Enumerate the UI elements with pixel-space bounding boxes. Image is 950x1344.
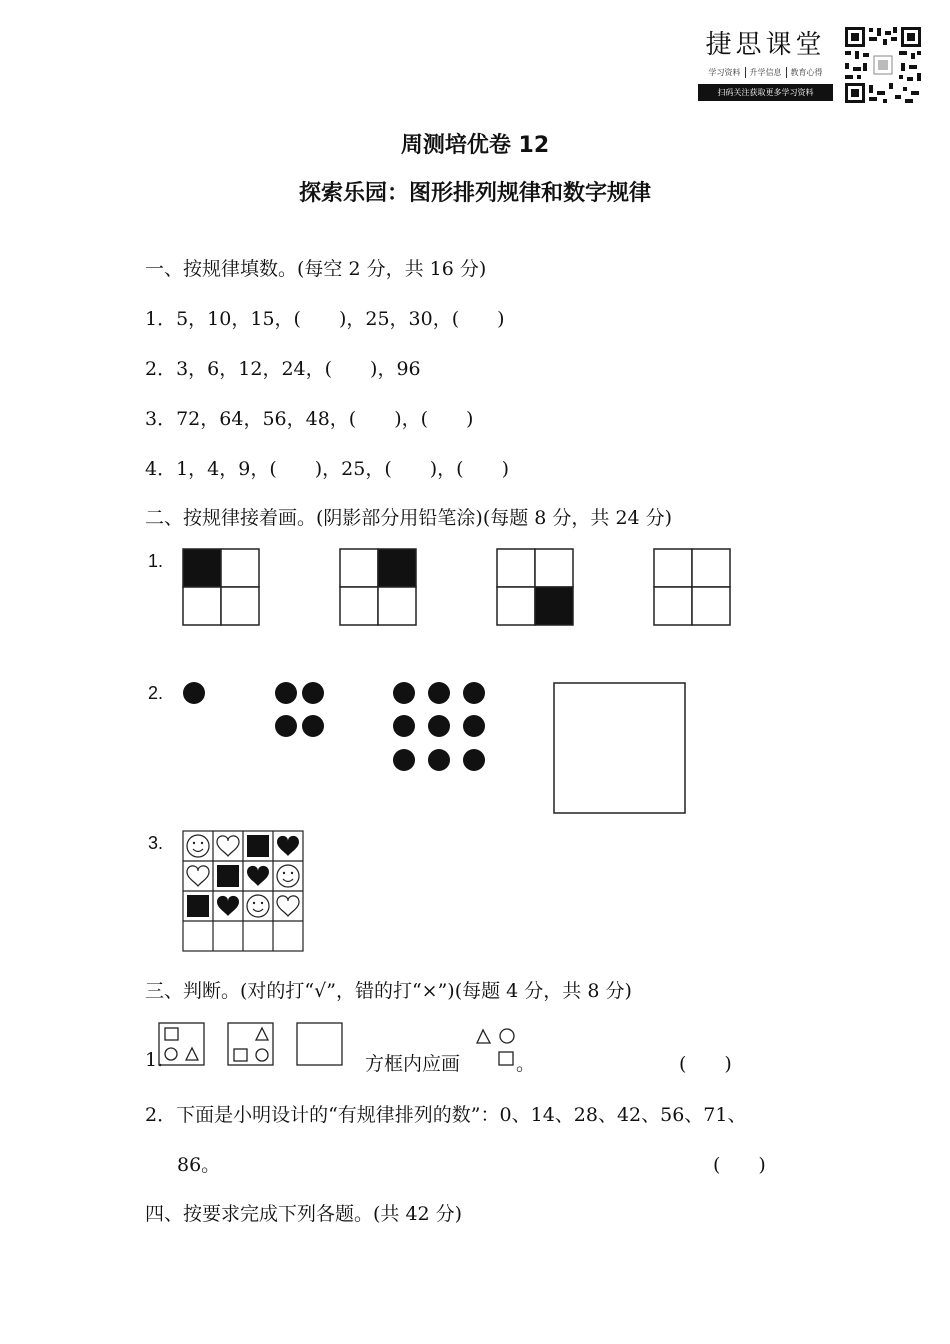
- answer-box: [554, 683, 685, 813]
- grid-step-2: [340, 549, 416, 625]
- pattern-1-label: 1.: [148, 551, 164, 571]
- pattern-2-label: 2.: [148, 683, 164, 703]
- page-title: 周测培优卷 12: [400, 133, 550, 158]
- brand-slogan: 扫码关注获取更多学习资料: [698, 84, 833, 101]
- circle-icon: [500, 1029, 514, 1043]
- dot: [393, 749, 415, 771]
- square-icon: [499, 1052, 513, 1065]
- section2-heading: 二、按规律接着画。(阴影部分用铅笔涂)(每题 8 分，共 24 分): [145, 507, 673, 529]
- square-icon: [165, 1028, 178, 1040]
- brand-tag: 升学信息: [746, 67, 787, 78]
- triangle-icon: [256, 1028, 268, 1040]
- dot: [275, 715, 297, 737]
- judgment-figures: [158, 1020, 348, 1070]
- brand-tags: [698, 67, 833, 78]
- brand-block: [698, 24, 833, 101]
- square-icon: [234, 1049, 247, 1061]
- section3-question-1-end: 。: [516, 1053, 536, 1075]
- dot: [393, 682, 415, 704]
- answer-shapes: [472, 1024, 522, 1070]
- pattern-3-grid: [181, 829, 305, 953]
- dot: [428, 749, 450, 771]
- circle-icon: [256, 1049, 268, 1061]
- dot: [302, 715, 324, 737]
- dot: [463, 715, 485, 737]
- smile-icon: [277, 865, 299, 887]
- section3-question-2-line2: 86。: [177, 1154, 221, 1176]
- brand-tag: 教育心得: [790, 68, 823, 77]
- triangle-icon: [477, 1030, 490, 1043]
- qr-code-icon: [843, 25, 923, 105]
- section1-question-2: 2．3，6，12，24，( )，96: [145, 358, 421, 380]
- brand-tag: 学习资料: [705, 67, 746, 78]
- dot: [463, 682, 485, 704]
- section1-question-1: 1．5，10，15，( )，25，30，( ): [145, 308, 505, 330]
- square-filled-icon: [217, 865, 239, 887]
- pattern-2-figures: [175, 675, 695, 820]
- section3-question-1-number: 1.: [145, 1049, 164, 1071]
- section3-question-1-text: 方框内应画: [365, 1053, 461, 1075]
- section3-question-2-line1: 2．下面是小明设计的“有规律排列的数”：0、14、28、42、56、71、: [145, 1104, 747, 1126]
- section3-question-2-answer: ( ): [713, 1154, 766, 1176]
- smile-icon: [247, 895, 269, 917]
- dot: [183, 682, 205, 704]
- dot: [428, 682, 450, 704]
- dot: [463, 749, 485, 771]
- grid-step-3: [497, 549, 573, 625]
- pattern-3-label: 3.: [148, 833, 164, 853]
- blank-box: [297, 1023, 342, 1065]
- square-filled-icon: [247, 835, 269, 857]
- section3-question-1-answer: ( ): [679, 1053, 732, 1075]
- section1-question-4: 4．1，4，9，( )，25，( )，( ): [145, 458, 510, 480]
- brand-name: 捷思课堂: [705, 30, 826, 60]
- circle-icon: [165, 1048, 177, 1060]
- triangle-icon: [186, 1048, 198, 1060]
- dot: [275, 682, 297, 704]
- pattern-1-figures: [180, 546, 740, 628]
- section4-heading: 四、按要求完成下列各题。(共 42 分): [145, 1203, 463, 1225]
- section1-question-3: 3．72，64，56，48，( )，( ): [145, 408, 474, 430]
- dot: [393, 715, 415, 737]
- smile-icon: [187, 835, 209, 857]
- page-subtitle: 探索乐园：图形排列规律和数字规律: [298, 181, 651, 206]
- grid-step-1: [183, 549, 259, 625]
- square-filled-icon: [187, 895, 209, 917]
- section1-heading: 一、按规律填数。(每空 2 分，共 16 分): [145, 258, 487, 280]
- dot: [302, 682, 324, 704]
- grid-answer-blank: [654, 549, 730, 625]
- dot: [428, 715, 450, 737]
- section3-heading: 三、判断。(对的打“√”，错的打“×”)(每题 4 分，共 8 分): [145, 980, 632, 1002]
